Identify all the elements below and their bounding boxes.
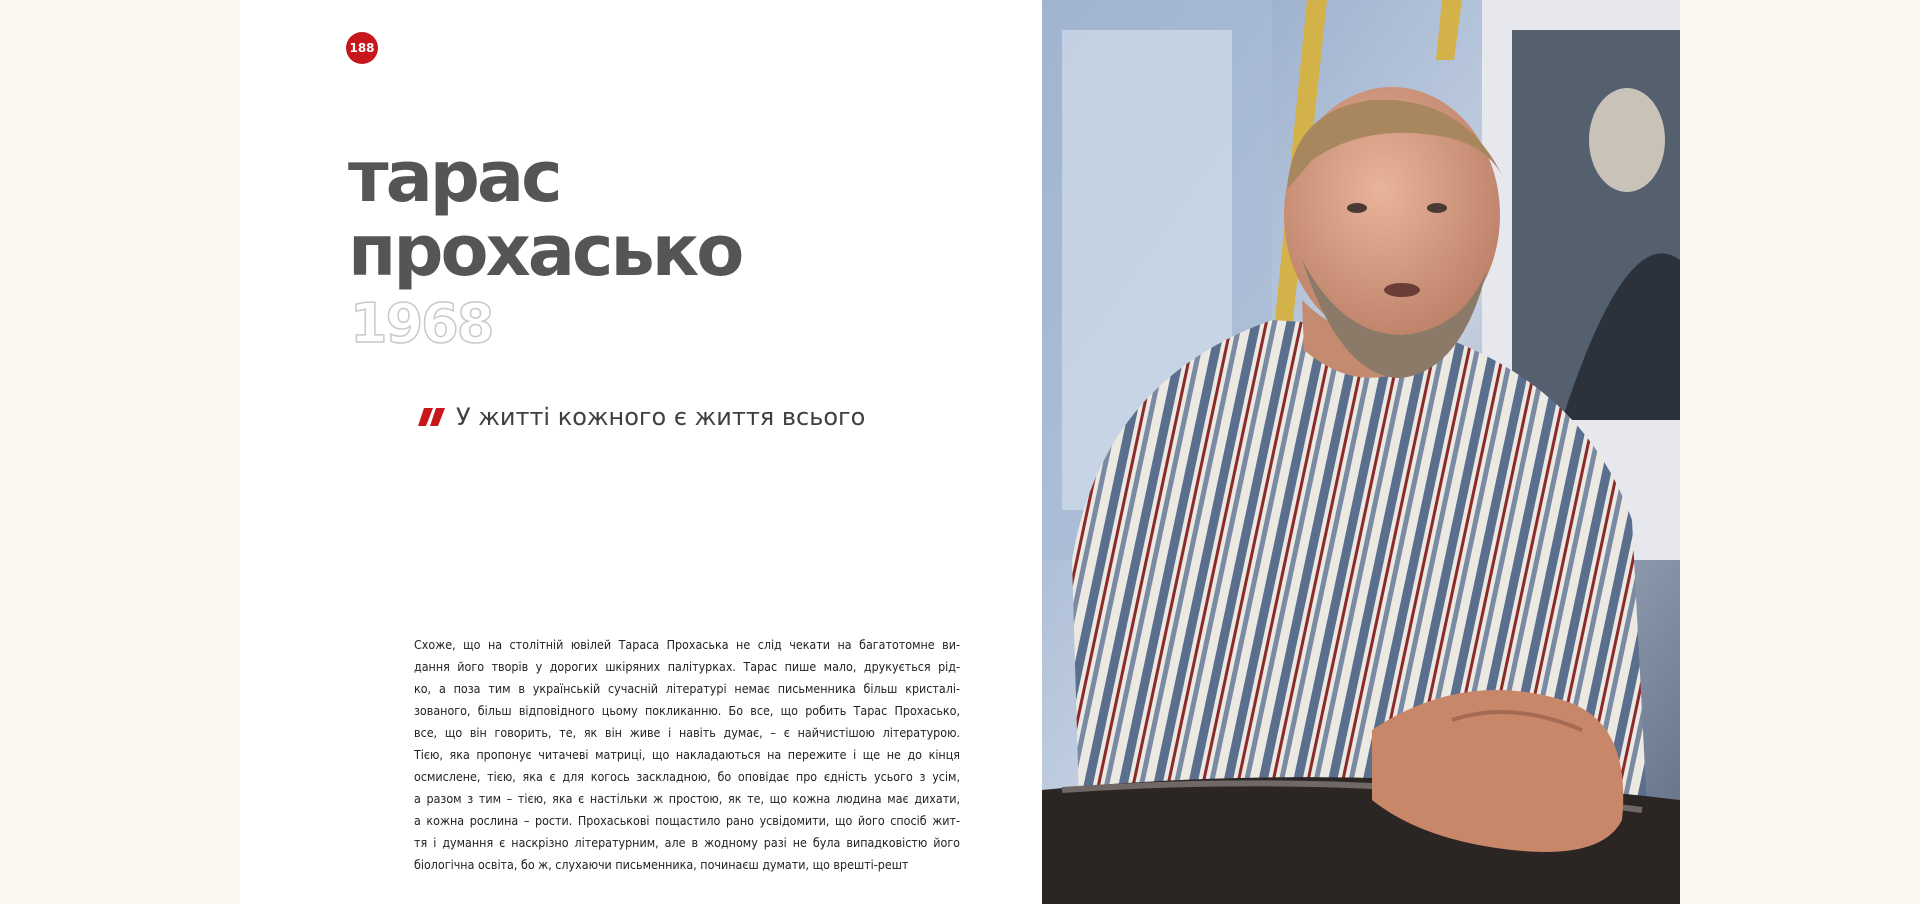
body-text-line: Тією, яка пропонує читачеві матриці, що накладаються на пережите і ще не до кінця <box>414 747 960 762</box>
author-first-name: тарас <box>348 136 560 218</box>
author-name <box>348 136 742 292</box>
body-text-line: біологічна освіта, бо ж, слухаючи письменника, починаєш думати, що врешті-решт <box>414 857 909 872</box>
body-text-line: все, що він говорить, те, як він живе і навіть думає, – є найчистішою літературою. <box>414 725 960 740</box>
portrait-photo <box>1042 0 1680 904</box>
body-text-line: зованого, більш відповідного цьому покликанню. Бо все, що робить Тарас Прохасько, <box>414 703 960 718</box>
quote-text: У житті кожного є життя всього <box>456 403 866 431</box>
article-body <box>414 634 960 876</box>
quote-mark-icon <box>416 406 448 428</box>
body-text-line: осмислене, тією, яка є для когось заскладною, бо оповідає про єдність усього з усім, <box>414 769 960 784</box>
body-text-line: а разом з тим – тією, яка є настільки ж простою, як те, що кожна людина має дихати, <box>414 791 960 806</box>
body-text-line: а кожна рослина – рости. Прохаськові пощастило рано усвідомити, що його спосіб жит- <box>414 813 960 828</box>
body-text-line: ко, а поза тим в українській сучасній літературі немає письменника більш кристалі- <box>414 681 960 696</box>
body-text-line: Схоже, що на столітній ювілей Тараса Прохаська не слід чекати на багатотомне ви- <box>414 637 960 652</box>
author-last-name: прохасько <box>348 210 742 292</box>
epigraph-quote <box>416 403 865 431</box>
body-text-line: тя і думання є наскрізно літературним, але в жодному разі не була випадковістю його <box>414 835 960 850</box>
left-page <box>240 0 1042 904</box>
author-birth-year: 1968 <box>350 292 493 355</box>
page-number-badge: 188 <box>346 32 378 64</box>
body-text-line: дання його творів у дорогих шкіряних палітурках. Тарас пише мало, друкується рід- <box>414 659 960 674</box>
book-spread <box>240 0 1680 904</box>
author-photo <box>1042 0 1680 904</box>
